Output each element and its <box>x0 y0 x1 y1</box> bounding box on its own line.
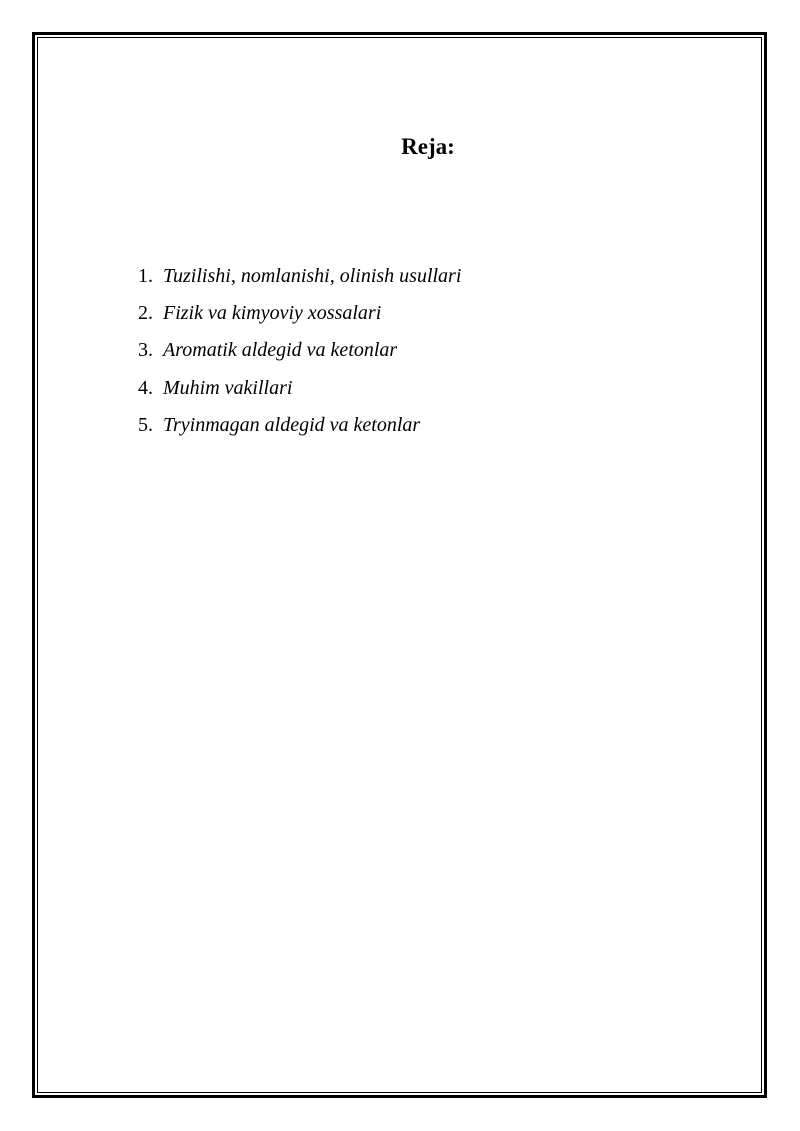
list-item-number: 3. <box>138 339 153 362</box>
list-item-number: 1. <box>138 265 153 287</box>
list-item-text: Tuzilishi, nomlanishi, olinish usullari <box>163 265 462 287</box>
list-item-text: Tryinmagan aldegid va ketonlar <box>163 413 421 436</box>
page-title: Reja: <box>401 134 455 159</box>
list-item <box>138 295 461 332</box>
list-item-number: 4. <box>138 376 153 399</box>
plan-list <box>138 258 461 444</box>
list-item-text: Muhim vakillari <box>163 376 293 399</box>
list-item <box>138 407 461 444</box>
list-item-text: Fizik va kimyoviy xossalari <box>163 302 382 325</box>
page-border-inner <box>37 37 762 1093</box>
list-item <box>138 258 461 295</box>
list-item-number: 2. <box>138 302 153 325</box>
list-item <box>138 332 461 369</box>
list-item <box>138 370 461 407</box>
list-item-text: Aromatik aldegid va ketonlar <box>163 339 398 362</box>
list-item-number: 5. <box>138 413 153 436</box>
